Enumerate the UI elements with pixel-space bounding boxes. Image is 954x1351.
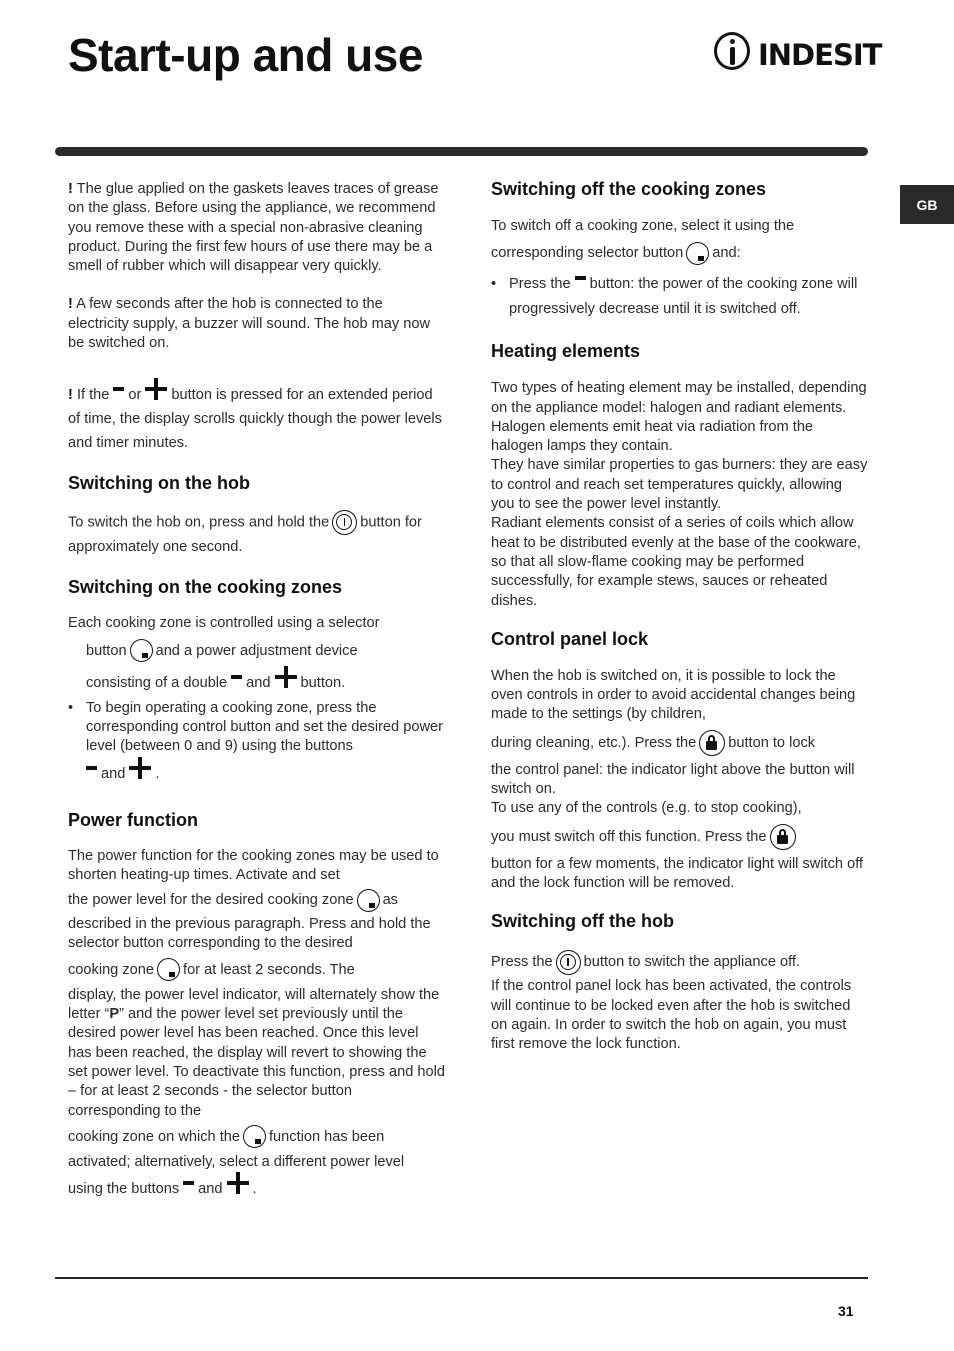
text-lock-5: you must switch off this function. Press the — [491, 819, 868, 855]
plus-icon — [275, 666, 297, 688]
power-button-icon — [556, 950, 581, 975]
plus-icon — [145, 378, 167, 400]
minus-icon — [86, 766, 97, 770]
text-zones-1: Each cooking zone is controlled using a selector — [68, 615, 380, 632]
text-lock-3: the control panel: the indicator light above the button will switch on. — [491, 761, 855, 798]
text-power-5: display, the power level indicator, will alternately show the letter “P” and the power level set previously until the desired power level has been reached. Once this level has been reached, the display will revert to showing the set power level. To deactivate this function, press and hold – for at least 2 seconds - the selector button corresponding to the — [68, 986, 445, 1119]
selector-button-icon — [357, 889, 380, 912]
warning-scroll: ! If the or button is pressed for an extended period of time, the display scrolls quickly though the power levels and timer minutes. — [68, 378, 445, 455]
minus-icon — [575, 276, 586, 280]
page-title: Start-up and use — [68, 29, 423, 81]
lock-button-icon — [770, 824, 796, 850]
text-off-zones-2: corresponding selector button and: — [491, 236, 868, 270]
language-tab: GB — [900, 185, 954, 224]
text-power-8: using the buttons and . — [68, 1172, 445, 1206]
header-rule — [55, 147, 868, 156]
heading-switch-on-zones: Switching on the cooking zones — [68, 577, 343, 598]
text-lock-2: during cleaning, etc.). Press the button to lock — [491, 725, 868, 761]
warning-glue: ! The glue applied on the gaskets leaves traces of grease on the glass. Before using the appliance, we recommend you remove these with a special non-abrasive cleaning product. During the first few hours of use there may be a smell of rubber which will disappear very quickly. — [68, 181, 439, 275]
text-power-3: described in the previous paragraph. Press and hold the selector button corresponding to the desired — [68, 916, 431, 952]
selector-button-icon — [130, 639, 153, 662]
heading-control-lock: Control panel lock — [491, 628, 649, 649]
heading-switch-off-hob: Switching off the hob — [491, 911, 674, 932]
logo-text: INDESIT — [758, 38, 882, 72]
text-lock-6: button for a few moments, the indicator light will switch off and the lock function will be removed. — [491, 855, 864, 891]
selector-button-icon — [157, 958, 180, 981]
minus-icon — [183, 1181, 194, 1185]
right-column — [491, 178, 868, 1054]
heading-power-function: Power function — [68, 809, 198, 830]
text-off-hob-2: If the control panel lock has been activated, the controls will continue to be locked even after the hob is switched on again. In order to switch the hob on again, you must first remove the lock function. — [491, 978, 852, 1053]
text-off-hob-1: Press the button to switch the appliance off. — [491, 947, 868, 977]
heading-switch-off-zones: Switching off the cooking zones — [491, 179, 767, 199]
text-heating-4: Radiant elements consist of a series of coils which allow heat to be distributed evenly at the base of the cookware, so that all slow-flame cooking may be performed successfully, for example stews, sauces or reheated dishes. — [491, 515, 861, 609]
text-power-1: The power function for the cooking zones may be used to shorten heating-up times. Activate and set — [68, 847, 439, 883]
text-off-zones-1: To switch off a cooking zone, select it using the — [491, 218, 795, 234]
power-button-icon — [332, 510, 357, 535]
text-power-7: activated; alternatively, select a different power level — [68, 1153, 405, 1170]
lock-button-icon — [699, 730, 725, 756]
bullet-off-zones: • Press the button: the power of the cooking zone will progressively decrease until it is switched off. — [491, 272, 868, 322]
heading-switch-on-hob: Switching on the hob — [68, 473, 250, 494]
text-zones-2: button and a power adjustment device — [68, 636, 445, 666]
selector-button-icon — [243, 1125, 266, 1148]
text-heating-2: Halogen elements emit heat via radiation from the halogen lamps they contain. — [491, 418, 814, 455]
selector-button-icon — [686, 242, 709, 265]
text-switch-on-hob: To switch the hob on, press and hold the button for approximately one second. — [68, 510, 445, 559]
text-power-6: cooking zone on which the function has been — [68, 1121, 445, 1153]
bullet-zones: • To begin operating a cooking zone, press the corresponding control button and set the desired power level (between 0 and 9) using the buttons and . — [68, 699, 445, 791]
plus-icon — [129, 757, 151, 779]
indesit-logo — [714, 32, 882, 80]
left-column — [68, 180, 445, 1206]
text-lock-4: To use any of the controls (e.g. to stop cooking), — [491, 800, 802, 817]
logo-i-icon — [714, 32, 750, 70]
plus-icon — [227, 1172, 249, 1194]
text-zones-3: consisting of a double and button. — [68, 666, 445, 697]
text-power-2: the power level for the desired cooking zone as — [68, 885, 445, 915]
page-number: 31 — [838, 1303, 854, 1319]
text-heating-3: They have similar properties to gas burners: they are easy to control and reach set temperatures quickly, allowing you to see the power level instantly. — [491, 457, 868, 513]
heading-heating-elements: Heating elements — [491, 341, 641, 362]
text-heating-1: Two types of heating element may be installed, depending on the appliance model: halogen and radiant elements. — [491, 380, 867, 416]
text-lock-1: When the hob is switched on, it is possible to lock the oven controls in order to avoid accidental changes being made to the settings (by children, — [491, 667, 856, 723]
text-power-4: cooking zone for at least 2 seconds. The — [68, 954, 445, 986]
minus-icon — [113, 387, 124, 391]
minus-icon — [231, 675, 242, 679]
warning-buzzer: ! A few seconds after the hob is connected to the electricity supply, a buzzer will sound. The hob may now be switched on. — [68, 296, 431, 352]
footer-rule — [55, 1277, 868, 1279]
